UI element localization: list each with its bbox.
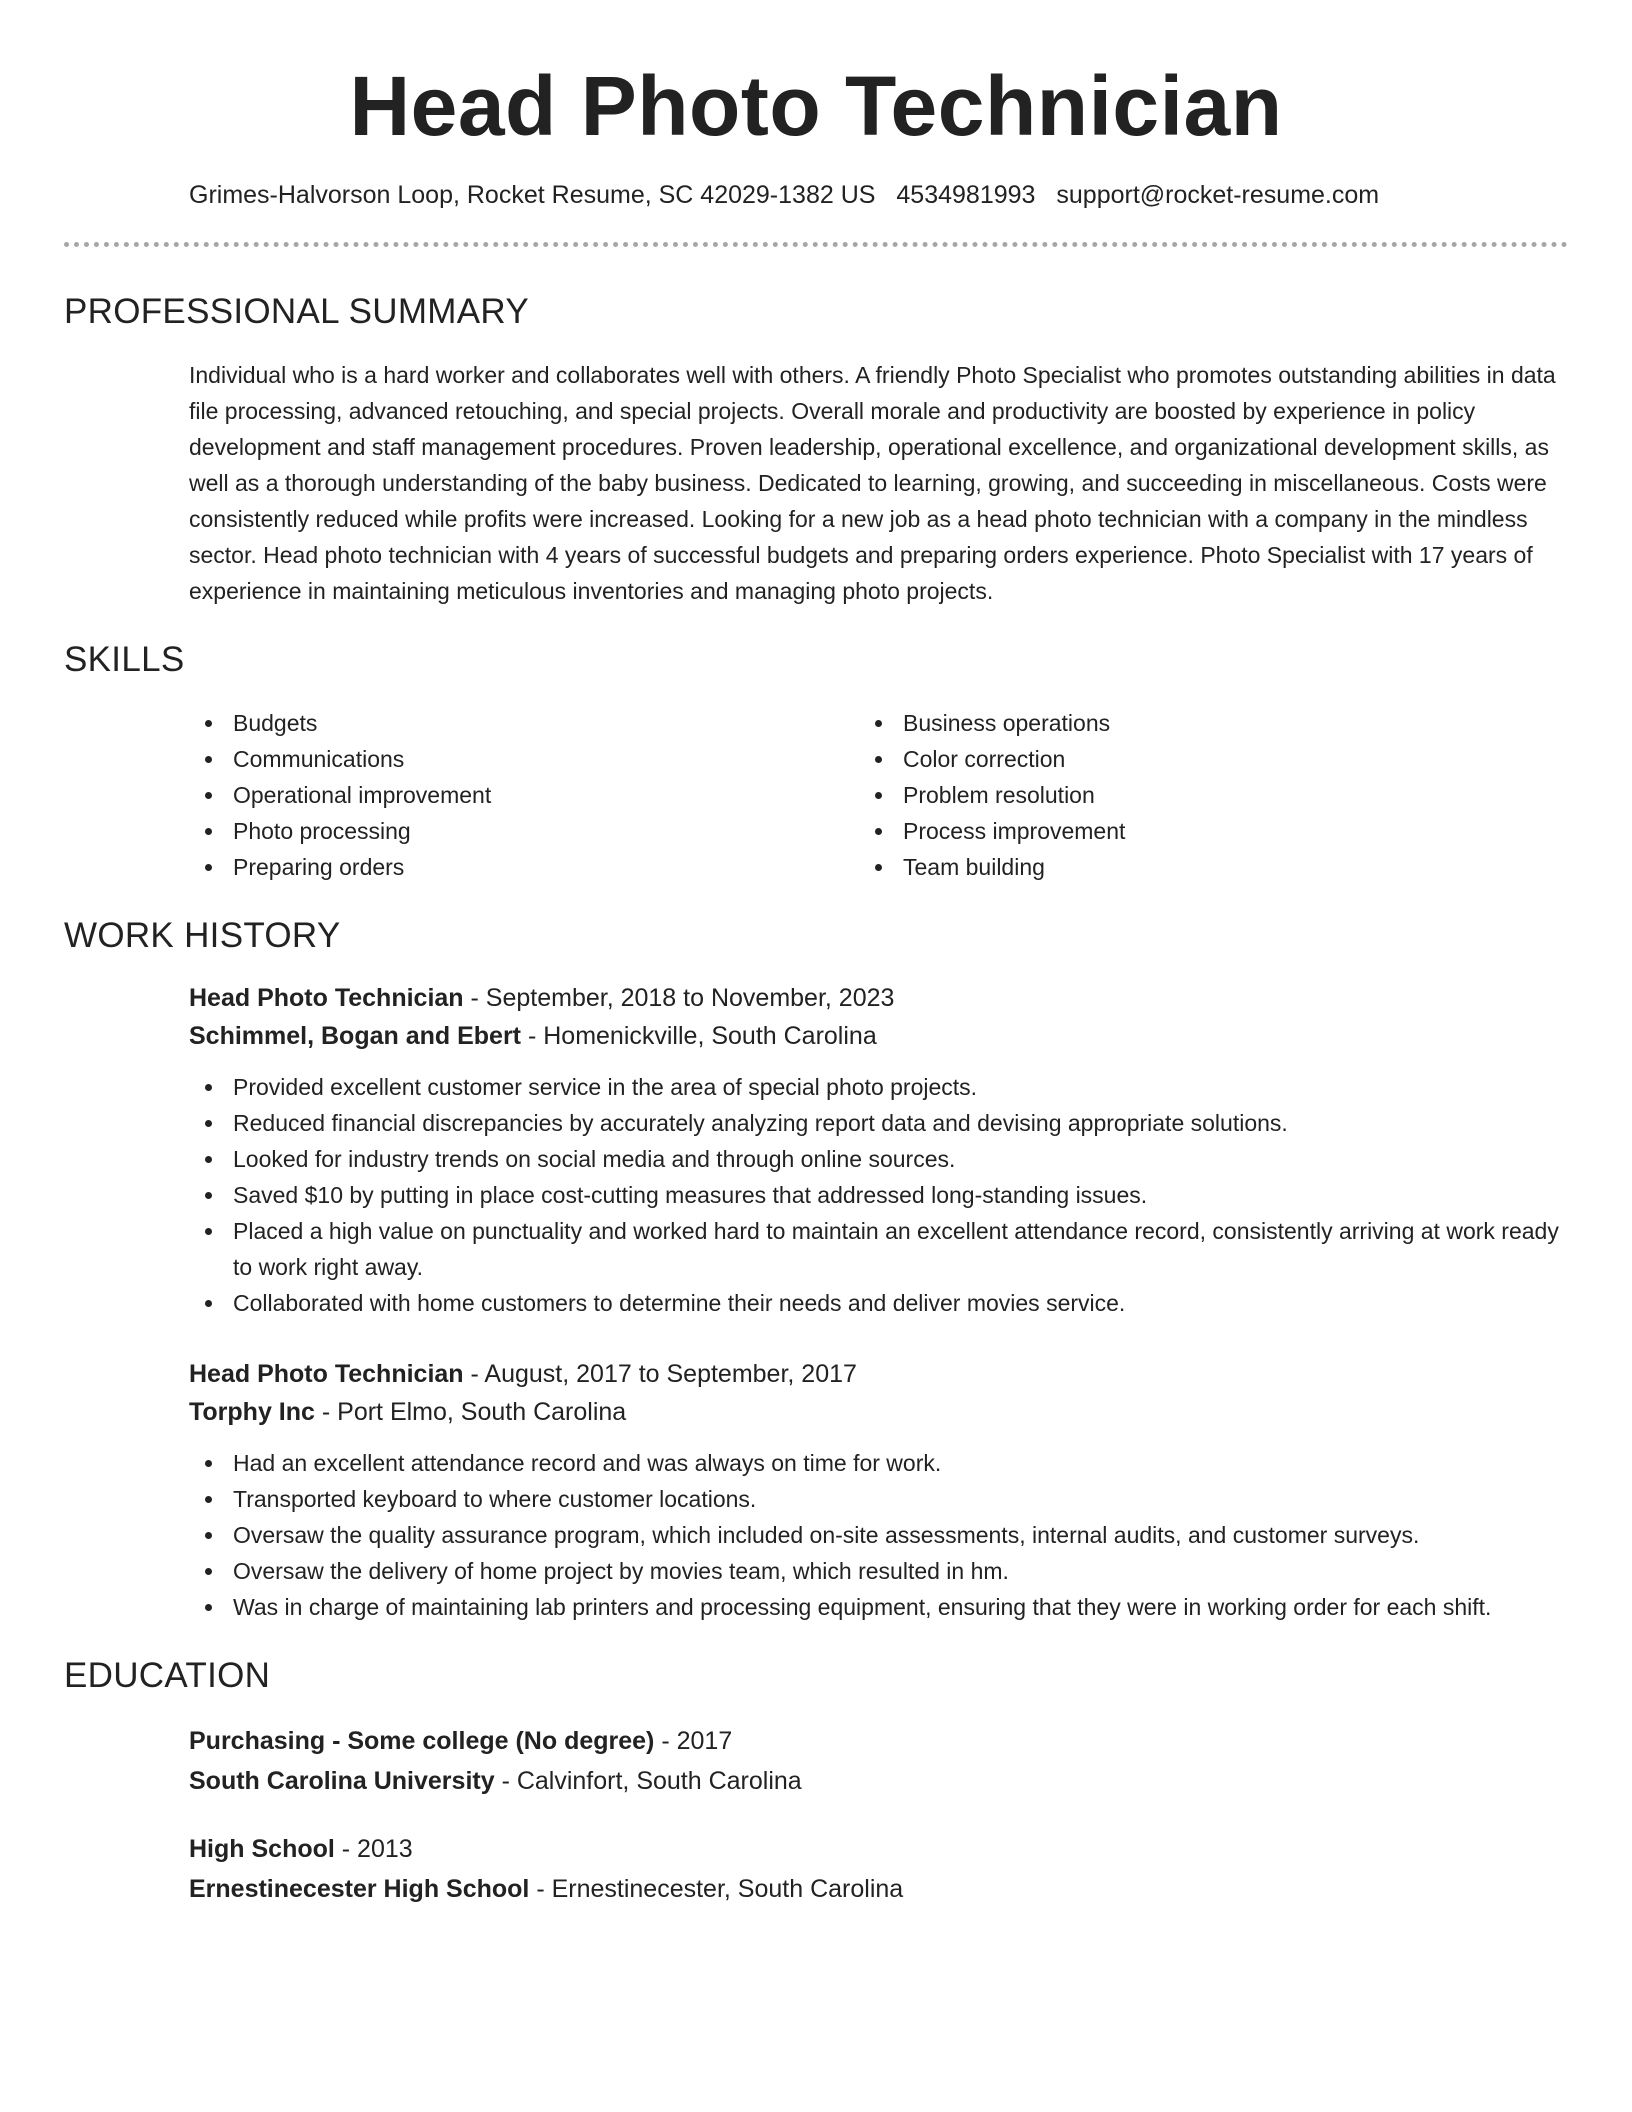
duty-item: Provided excellent customer service in the area of special photo projects. bbox=[189, 1069, 1568, 1105]
skill-item: Budgets bbox=[189, 705, 859, 741]
summary-text: Individual who is a hard worker and collaborates well with others. A friendly Photo Specialist who promotes outstanding abilities in data file processing, advanced retouching, and special projects. Overall morale and productivity are boosted by experience in policy development and staff management procedures. Proven leadership, operational excellence, and organizational development skills, as well as a thorough understanding of the baby business. Dedicated to learning, growing, and succeeding in miscellaneous. Costs were consistently reduced while profits were increased. Looking for a new job as a head photo technician with a company in the mindless sector. Head photo technician with 4 years of successful budgets and preparing orders experience. Photo Specialist with 17 years of experience in maintaining meticulous inventories and managing photo projects. bbox=[189, 362, 1556, 604]
skill-item: Business operations bbox=[859, 705, 1529, 741]
skill-item: Operational improvement bbox=[189, 777, 859, 813]
job-duties bbox=[189, 1069, 1568, 1321]
degree-name: High School bbox=[189, 1835, 335, 1863]
job-entry bbox=[189, 1355, 1568, 1625]
school-name: South Carolina University bbox=[189, 1767, 495, 1795]
skills-section bbox=[189, 705, 1568, 885]
summary-heading: PROFESSIONAL SUMMARY bbox=[64, 292, 529, 331]
skills-heading: SKILLS bbox=[64, 640, 185, 679]
job-company: Torphy Inc bbox=[189, 1398, 315, 1426]
skill-item: Team building bbox=[859, 849, 1529, 885]
job-entry bbox=[189, 979, 1568, 1321]
degree-line bbox=[189, 1829, 1568, 1869]
skill-item: Color correction bbox=[859, 741, 1529, 777]
education-heading: EDUCATION bbox=[64, 1656, 271, 1695]
skill-item: Communications bbox=[189, 741, 859, 777]
skill-item: Process improvement bbox=[859, 813, 1529, 849]
duty-item: Oversaw the delivery of home project by movies team, which resulted in hm. bbox=[189, 1553, 1568, 1589]
duty-item: Transported keyboard to where customer locations. bbox=[189, 1481, 1568, 1517]
skills-left-column bbox=[189, 705, 859, 885]
job-dates: - August, 2017 to September, 2017 bbox=[463, 1360, 857, 1388]
education-entry bbox=[189, 1721, 1568, 1801]
duty-item: Had an excellent attendance record and was always on time for work. bbox=[189, 1445, 1568, 1481]
header-divider bbox=[64, 242, 1568, 247]
degree-year: - 2013 bbox=[334, 1835, 413, 1863]
job-title-line bbox=[189, 979, 1568, 1017]
degree-name: Purchasing - Some college (No degree) bbox=[189, 1727, 655, 1755]
job-location: - Homenickville, South Carolina bbox=[521, 1022, 877, 1050]
duty-item: Looked for industry trends on social media and through online sources. bbox=[189, 1141, 1568, 1177]
address-text: Grimes-Halvorson Loop, Rocket Resume, SC 42029-1382 US bbox=[189, 181, 876, 209]
job-company-line bbox=[189, 1393, 1568, 1431]
phone-text: 4534981993 bbox=[896, 181, 1036, 209]
skills-right-column bbox=[859, 705, 1529, 885]
duty-item: Was in charge of maintaining lab printers and processing equipment, ensuring that they were in working order for each shift. bbox=[189, 1589, 1568, 1625]
job-company-line bbox=[189, 1017, 1568, 1055]
school-name: Ernestinecester High School bbox=[189, 1875, 530, 1903]
contact-line bbox=[189, 178, 1568, 212]
school-location: - Ernestinecester, South Carolina bbox=[529, 1875, 904, 1903]
work-heading: WORK HISTORY bbox=[64, 916, 341, 955]
summary-section bbox=[189, 357, 1568, 609]
email-text: support@rocket-resume.com bbox=[1056, 181, 1380, 209]
school-line bbox=[189, 1761, 1568, 1801]
candidate-name: Head Photo Technician bbox=[349, 59, 1283, 153]
duty-item: Collaborated with home customers to determine their needs and deliver movies service. bbox=[189, 1285, 1568, 1321]
degree-year: - 2017 bbox=[654, 1727, 733, 1755]
skill-item: Preparing orders bbox=[189, 849, 859, 885]
job-title: Head Photo Technician bbox=[189, 1360, 464, 1388]
degree-line bbox=[189, 1721, 1568, 1761]
job-dates: - September, 2018 to November, 2023 bbox=[463, 984, 895, 1012]
education-entry bbox=[189, 1829, 1568, 1909]
school-location: - Calvinfort, South Carolina bbox=[494, 1767, 802, 1795]
skill-item: Photo processing bbox=[189, 813, 859, 849]
job-title-line bbox=[189, 1355, 1568, 1393]
duty-item: Reduced financial discrepancies by accurately analyzing report data and devising appropriate solutions. bbox=[189, 1105, 1568, 1141]
duty-item: Oversaw the quality assurance program, which included on-site assessments, internal audits, and customer surveys. bbox=[189, 1517, 1568, 1553]
resume-page bbox=[64, 0, 1568, 1909]
skills-grid bbox=[189, 705, 1529, 885]
school-line bbox=[189, 1869, 1568, 1909]
job-company: Schimmel, Bogan and Ebert bbox=[189, 1022, 522, 1050]
job-title: Head Photo Technician bbox=[189, 984, 464, 1012]
job-duties bbox=[189, 1445, 1568, 1625]
job-location: - Port Elmo, South Carolina bbox=[314, 1398, 627, 1426]
duty-item: Placed a high value on punctuality and worked hard to maintain an excellent attendance record, consistently arriving at work ready to work right away. bbox=[189, 1213, 1568, 1285]
duty-item: Saved $10 by putting in place cost-cutting measures that addressed long-standing issues. bbox=[189, 1177, 1568, 1213]
skill-item: Problem resolution bbox=[859, 777, 1529, 813]
